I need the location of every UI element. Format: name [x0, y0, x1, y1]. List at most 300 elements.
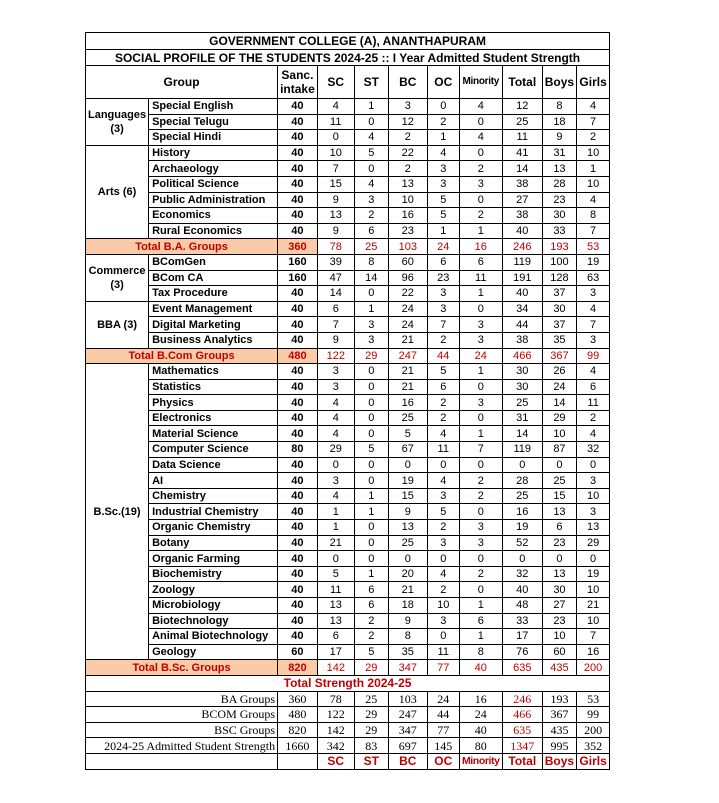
cell-boys: 0	[542, 457, 576, 473]
cell-boys: 30	[542, 208, 576, 224]
cell-st: 1	[354, 566, 388, 582]
table-row	[86, 566, 610, 582]
cell-bc: 8	[388, 629, 427, 645]
subject-name: Political Science	[149, 176, 278, 192]
cell-total: 119	[502, 254, 542, 270]
cell-sanc: 40	[278, 114, 318, 130]
cell-total: 25	[502, 395, 542, 411]
cell-minority: 0	[459, 457, 502, 473]
cell-bc: 21	[388, 582, 427, 598]
cell-st: 8	[354, 254, 388, 270]
cell-girls: 4	[577, 426, 610, 442]
cell-bc: 15	[388, 488, 427, 504]
cell-minority: 2	[459, 208, 502, 224]
cell-girls: 4	[577, 99, 610, 115]
cell-oc: 3	[427, 286, 459, 302]
cell-minority: 1	[459, 364, 502, 380]
cell-sc: 1	[317, 520, 354, 536]
total-cell-oc: 77	[427, 660, 459, 676]
cell-sanc: 40	[278, 473, 318, 489]
summary-cell-sc: 342	[317, 738, 354, 754]
total-cell-boys: 367	[542, 348, 576, 364]
cell-st: 0	[354, 286, 388, 302]
cell-bc: 24	[388, 317, 427, 333]
cell-girls: 3	[577, 473, 610, 489]
cell-sc: 3	[317, 364, 354, 380]
cell-boys: 87	[542, 442, 576, 458]
cell-bc: 21	[388, 332, 427, 348]
cell-oc: 3	[427, 535, 459, 551]
cell-st: 0	[354, 379, 388, 395]
cell-sc: 5	[317, 566, 354, 582]
cell-sanc: 40	[278, 426, 318, 442]
subject-name: Special Hindi	[149, 130, 278, 146]
total-cell-girls: 99	[577, 348, 610, 364]
table-row	[86, 223, 610, 239]
cell-oc: 3	[427, 613, 459, 629]
cell-minority: 6	[459, 254, 502, 270]
cell-bc: 25	[388, 535, 427, 551]
cell-girls: 32	[577, 442, 610, 458]
header-oc: OC	[427, 66, 459, 99]
cell-bc: 13	[388, 520, 427, 536]
cell-minority: 0	[459, 192, 502, 208]
cell-girls: 29	[577, 535, 610, 551]
cell-bc: 21	[388, 379, 427, 395]
cell-boys: 26	[542, 364, 576, 380]
subject-name: Economics	[149, 208, 278, 224]
cell-bc: 19	[388, 473, 427, 489]
cell-boys: 13	[542, 504, 576, 520]
cell-girls: 6	[577, 379, 610, 395]
total-cell-boys: 435	[542, 660, 576, 676]
cell-minority: 0	[459, 504, 502, 520]
summary-cell-oc: 44	[427, 707, 459, 723]
cell-boys: 24	[542, 379, 576, 395]
cell-girls: 10	[577, 582, 610, 598]
subject-name: Event Management	[149, 301, 278, 317]
cell-sc: 4	[317, 488, 354, 504]
total-cell-minority: 16	[459, 239, 502, 255]
cell-bc: 13	[388, 176, 427, 192]
table-row	[86, 395, 610, 411]
cell-bc: 3	[388, 99, 427, 115]
cell-total: 0	[502, 551, 542, 567]
cell-boys: 14	[542, 395, 576, 411]
table-row	[86, 286, 610, 302]
summary-cell-boys: 435	[542, 722, 576, 738]
table-row	[86, 379, 610, 395]
cell-girls: 10	[577, 176, 610, 192]
cell-minority: 6	[459, 613, 502, 629]
footer-minority: Minority	[459, 753, 502, 769]
cell-boys: 9	[542, 130, 576, 146]
cell-minority: 1	[459, 426, 502, 442]
summary-row	[86, 738, 610, 754]
total-cell-oc: 24	[427, 239, 459, 255]
subject-name: Statistics	[149, 379, 278, 395]
cell-bc: 96	[388, 270, 427, 286]
cell-bc: 67	[388, 442, 427, 458]
cell-total: 41	[502, 145, 542, 161]
cell-st: 5	[354, 644, 388, 660]
total-cell-total: 635	[502, 660, 542, 676]
category-bsc: B.Sc.(19)	[86, 364, 149, 660]
cell-girls: 0	[577, 457, 610, 473]
cell-st: 5	[354, 442, 388, 458]
summary-cell-sc: 122	[317, 707, 354, 723]
summary-cell-minority: 80	[459, 738, 502, 754]
cell-bc: 24	[388, 301, 427, 317]
cell-total: 48	[502, 598, 542, 614]
cell-bc: 20	[388, 566, 427, 582]
table-row	[86, 504, 610, 520]
subject-name: Zoology	[149, 582, 278, 598]
cell-sanc: 40	[278, 613, 318, 629]
subject-name: History	[149, 145, 278, 161]
subject-name: Electronics	[149, 410, 278, 426]
table-row	[86, 332, 610, 348]
cell-girls: 10	[577, 145, 610, 161]
cell-boys: 13	[542, 161, 576, 177]
cell-st: 1	[354, 301, 388, 317]
cell-total: 38	[502, 332, 542, 348]
cell-sanc: 40	[278, 395, 318, 411]
cell-minority: 8	[459, 644, 502, 660]
table-row	[86, 130, 610, 146]
cell-total: 11	[502, 130, 542, 146]
cell-st: 0	[354, 535, 388, 551]
cell-minority: 0	[459, 379, 502, 395]
cell-sc: 0	[317, 457, 354, 473]
cell-bc: 0	[388, 551, 427, 567]
social-profile-sheet	[85, 32, 610, 770]
cell-oc: 6	[427, 254, 459, 270]
header-row	[86, 66, 610, 99]
cell-oc: 3	[427, 161, 459, 177]
cell-boys: 29	[542, 410, 576, 426]
cell-sc: 10	[317, 145, 354, 161]
cell-sanc: 60	[278, 644, 318, 660]
cell-st: 2	[354, 208, 388, 224]
footer-boys: Boys	[542, 753, 576, 769]
cell-st: 0	[354, 426, 388, 442]
cell-boys: 100	[542, 254, 576, 270]
footer-blank	[86, 753, 278, 769]
cell-sanc: 40	[278, 192, 318, 208]
cell-st: 3	[354, 192, 388, 208]
cell-boys: 25	[542, 473, 576, 489]
cell-boys: 15	[542, 488, 576, 504]
cell-oc: 2	[427, 332, 459, 348]
summary-cell-boys: 995	[542, 738, 576, 754]
cell-boys: 10	[542, 426, 576, 442]
table-row	[86, 114, 610, 130]
summary-cell-total: 466	[502, 707, 542, 723]
cell-total: 12	[502, 99, 542, 115]
cell-sc: 4	[317, 426, 354, 442]
cell-st: 0	[354, 520, 388, 536]
header-minority: Minority	[459, 66, 502, 99]
cell-oc: 3	[427, 301, 459, 317]
summary-cell-minority: 40	[459, 722, 502, 738]
subject-name: AI	[149, 473, 278, 489]
table-row	[86, 410, 610, 426]
table-row	[86, 426, 610, 442]
cell-total: 14	[502, 426, 542, 442]
cell-bc: 9	[388, 613, 427, 629]
cell-bc: 5	[388, 426, 427, 442]
cell-minority: 3	[459, 176, 502, 192]
cell-st: 6	[354, 598, 388, 614]
table-row	[86, 629, 610, 645]
cell-bc: 10	[388, 192, 427, 208]
cell-boys: 10	[542, 629, 576, 645]
summary-row	[86, 707, 610, 723]
cell-st: 1	[354, 504, 388, 520]
cell-st: 6	[354, 582, 388, 598]
summary-label: 2024-25 Admitted Student Strength	[86, 738, 278, 754]
cell-sanc: 40	[278, 208, 318, 224]
cell-minority: 0	[459, 551, 502, 567]
summary-cell-girls: 200	[577, 722, 610, 738]
cell-girls: 3	[577, 332, 610, 348]
cell-girls: 3	[577, 504, 610, 520]
cell-oc: 4	[427, 473, 459, 489]
cell-boys: 30	[542, 301, 576, 317]
summary-cell-minority: 24	[459, 707, 502, 723]
cell-sanc: 40	[278, 551, 318, 567]
cell-sc: 1	[317, 504, 354, 520]
title-row	[86, 33, 610, 50]
cell-total: 40	[502, 286, 542, 302]
cell-st: 0	[354, 114, 388, 130]
cell-sc: 21	[317, 535, 354, 551]
total-cell-st: 29	[354, 660, 388, 676]
total-cell-bc: 347	[388, 660, 427, 676]
cell-boys: 30	[542, 582, 576, 598]
cell-minority: 1	[459, 223, 502, 239]
cell-girls: 13	[577, 520, 610, 536]
subject-name: Physics	[149, 395, 278, 411]
cell-girls: 21	[577, 598, 610, 614]
subject-name: Biotechnology	[149, 613, 278, 629]
summary-cell-oc: 24	[427, 691, 459, 707]
cell-sanc: 40	[278, 301, 318, 317]
footer-header-row	[86, 753, 610, 769]
cell-minority: 3	[459, 535, 502, 551]
footer-blank-sanc	[278, 753, 318, 769]
cell-sanc: 40	[278, 176, 318, 192]
subject-name: BCom CA	[149, 270, 278, 286]
subtitle-row	[86, 50, 610, 66]
total-cell-minority: 40	[459, 660, 502, 676]
cell-st: 2	[354, 613, 388, 629]
subject-name: Organic Farming	[149, 551, 278, 567]
cell-total: 25	[502, 114, 542, 130]
cell-oc: 2	[427, 410, 459, 426]
header-sanc-line2: intake	[280, 82, 315, 96]
total-cell-total: 246	[502, 239, 542, 255]
cell-girls: 7	[577, 317, 610, 333]
subject-name: Digital Marketing	[149, 317, 278, 333]
subject-name: Material Science	[149, 426, 278, 442]
header-sanc-line1: Sanc.	[281, 68, 314, 82]
table-row	[86, 473, 610, 489]
cell-sanc: 80	[278, 442, 318, 458]
cell-minority: 0	[459, 410, 502, 426]
cell-girls: 8	[577, 208, 610, 224]
summary-cell-st: 29	[354, 707, 388, 723]
cell-st: 14	[354, 270, 388, 286]
summary-cell-oc: 77	[427, 722, 459, 738]
cell-sanc: 40	[278, 223, 318, 239]
cell-oc: 5	[427, 364, 459, 380]
cell-total: 38	[502, 176, 542, 192]
summary-cell-st: 25	[354, 691, 388, 707]
subject-name: Botany	[149, 535, 278, 551]
strength-title: Total Strength 2024-25	[86, 675, 610, 691]
table-row	[86, 270, 610, 286]
table-row	[86, 598, 610, 614]
summary-cell-total: 1347	[502, 738, 542, 754]
subject-name: Special English	[149, 99, 278, 115]
table-row	[86, 192, 610, 208]
cell-minority: 1	[459, 286, 502, 302]
summary-cell-bc: 347	[388, 722, 427, 738]
cell-sc: 3	[317, 473, 354, 489]
cell-girls: 16	[577, 644, 610, 660]
cell-total: 28	[502, 473, 542, 489]
cell-girls: 3	[577, 286, 610, 302]
summary-cell-oc: 145	[427, 738, 459, 754]
header-total: Total	[502, 66, 542, 99]
cell-sc: 39	[317, 254, 354, 270]
cell-minority: 2	[459, 473, 502, 489]
total-cell-bc: 103	[388, 239, 427, 255]
cell-oc: 0	[427, 457, 459, 473]
cell-oc: 0	[427, 99, 459, 115]
cell-total: 17	[502, 629, 542, 645]
cell-sanc: 40	[278, 286, 318, 302]
cell-sc: 13	[317, 598, 354, 614]
footer-oc: OC	[427, 753, 459, 769]
cell-boys: 37	[542, 286, 576, 302]
cell-bc: 16	[388, 395, 427, 411]
cell-total: 40	[502, 582, 542, 598]
college-title: GOVERNMENT COLLEGE (A), ANANTHAPURAM	[86, 33, 610, 50]
cell-sanc: 40	[278, 504, 318, 520]
subject-name: Archaeology	[149, 161, 278, 177]
cell-sanc: 40	[278, 145, 318, 161]
cell-sc: 11	[317, 582, 354, 598]
cell-oc: 3	[427, 176, 459, 192]
cell-sanc: 40	[278, 410, 318, 426]
cell-boys: 8	[542, 99, 576, 115]
cell-oc: 1	[427, 130, 459, 146]
cell-total: 52	[502, 535, 542, 551]
cell-minority: 3	[459, 317, 502, 333]
summary-cell-boys: 367	[542, 707, 576, 723]
summary-label: BA Groups	[86, 691, 278, 707]
cell-minority: 2	[459, 566, 502, 582]
cell-st: 3	[354, 317, 388, 333]
cell-bc: 23	[388, 223, 427, 239]
footer-total: Total	[502, 753, 542, 769]
cell-boys: 60	[542, 644, 576, 660]
cell-girls: 19	[577, 254, 610, 270]
cell-boys: 18	[542, 114, 576, 130]
cell-minority: 2	[459, 488, 502, 504]
cell-st: 0	[354, 364, 388, 380]
strength-title-row	[86, 675, 610, 691]
table-row	[86, 99, 610, 115]
cell-sc: 3	[317, 379, 354, 395]
summary-cell-sanc: 480	[278, 707, 318, 723]
cell-total: 30	[502, 364, 542, 380]
category-languages: Languages (3)	[86, 99, 149, 146]
total-cell-total: 466	[502, 348, 542, 364]
cell-oc: 11	[427, 442, 459, 458]
summary-cell-boys: 193	[542, 691, 576, 707]
cell-minority: 3	[459, 520, 502, 536]
cell-total: 44	[502, 317, 542, 333]
cell-oc: 5	[427, 208, 459, 224]
cell-bc: 35	[388, 644, 427, 660]
summary-row	[86, 722, 610, 738]
header-boys: Boys	[542, 66, 576, 99]
subject-name: Industrial Chemistry	[149, 504, 278, 520]
cell-total: 25	[502, 488, 542, 504]
cell-st: 1	[354, 488, 388, 504]
cell-sc: 47	[317, 270, 354, 286]
cell-minority: 3	[459, 332, 502, 348]
summary-cell-st: 29	[354, 722, 388, 738]
cell-bc: 0	[388, 457, 427, 473]
cell-bc: 22	[388, 145, 427, 161]
cell-sc: 7	[317, 317, 354, 333]
cell-bc: 18	[388, 598, 427, 614]
total-cell-minority: 24	[459, 348, 502, 364]
subject-name: Geology	[149, 644, 278, 660]
footer-bc: BC	[388, 753, 427, 769]
total-cell-girls: 53	[577, 239, 610, 255]
cell-st: 4	[354, 130, 388, 146]
cell-bc: 16	[388, 208, 427, 224]
cell-bc: 2	[388, 161, 427, 177]
subject-name: Animal Biotechnology	[149, 629, 278, 645]
cell-sanc: 160	[278, 254, 318, 270]
summary-cell-total: 635	[502, 722, 542, 738]
cell-sc: 11	[317, 114, 354, 130]
cell-sanc: 160	[278, 270, 318, 286]
cell-total: 0	[502, 457, 542, 473]
cell-oc: 5	[427, 192, 459, 208]
cell-boys: 28	[542, 176, 576, 192]
cell-sanc: 40	[278, 535, 318, 551]
cell-sc: 13	[317, 613, 354, 629]
cell-total: 30	[502, 379, 542, 395]
cell-boys: 33	[542, 223, 576, 239]
cell-oc: 4	[427, 566, 459, 582]
cell-oc: 23	[427, 270, 459, 286]
footer-st: ST	[354, 753, 388, 769]
cell-minority: 0	[459, 582, 502, 598]
cell-total: 14	[502, 161, 542, 177]
table-row	[86, 644, 610, 660]
subject-name: Computer Science	[149, 442, 278, 458]
total-cell-oc: 44	[427, 348, 459, 364]
